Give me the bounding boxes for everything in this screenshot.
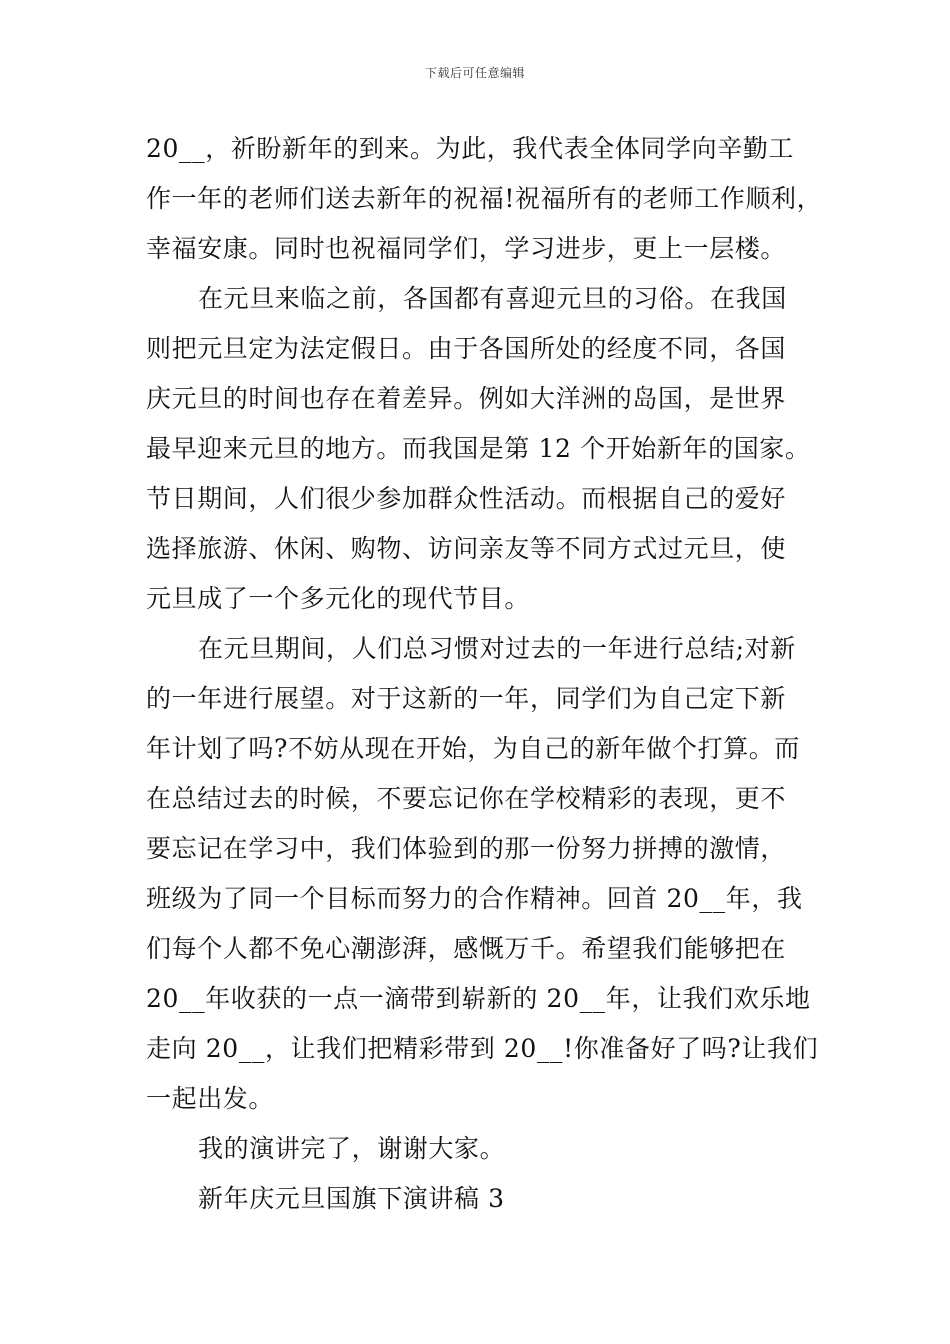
text-line: 们每个人都不免心潮澎湃，感慨万千。希望我们能够把在 [146,934,787,963]
paragraph-3 [146,624,819,1124]
text-line: 庆元旦的时间也存在着差异。例如大洋洲的岛国，是世界 [146,384,787,413]
text-line: 最早迎来元旦的地方。而我国是第 12 个开始新年的国家。 [146,434,811,463]
paragraph-1 [146,124,823,274]
text-line: 20__，祈盼新年的到来。为此，我代表全体同学向辛勤工 [146,134,795,163]
text-line: 选择旅游、休闲、购物、访问亲友等不同方式过元旦，使 [146,534,787,563]
text-line: 的一年进行展望。对于这新的一年，同学们为自己定下新 [146,684,787,713]
text-line: 作一年的老师们送去新年的祝福!祝福所有的老师工作顺利， [146,184,823,213]
section-title [146,1174,816,1224]
document-body [146,124,823,1224]
text-line: 幸福安康。同时也祝福同学们，学习进步，更上一层楼。 [146,234,787,263]
text-line: 我的演讲完了，谢谢大家。 [198,1134,506,1163]
text-line: 在总结过去的时候，不要忘记你在学校精彩的表现，更不 [146,784,787,813]
text-line: 新年庆元旦国旗下演讲稿 3 [198,1184,505,1213]
text-line: 20__年收获的一点一滴带到崭新的 20__年，让我们欢乐地 [146,984,811,1013]
text-line: 则把元旦定为法定假日。由于各国所处的经度不同，各国 [146,334,787,363]
paragraph-4 [146,1124,816,1174]
text-line: 节日期间，人们很少参加群众性活动。而根据自己的爱好 [146,484,787,513]
text-line: 在元旦期间，人们总习惯对过去的一年进行总结;对新 [198,634,796,663]
page-header: 下载后可任意编辑 [424,66,525,80]
paragraph-2 [146,274,816,624]
text-line: 要忘记在学习中，我们体验到的那一份努力拼搏的激情， [146,834,787,863]
text-line: 在元旦来临之前，各国都有喜迎元旦的习俗。在我国 [198,284,787,313]
text-line: 元旦成了一个多元化的现代节目。 [146,584,531,613]
text-line: 年计划了吗?不妨从现在开始，为自己的新年做个打算。而 [146,734,801,763]
text-line: 走向 20__，让我们把精彩带到 20__!你准备好了吗?让我们 [146,1034,819,1063]
text-line: 一起出发。 [146,1084,275,1113]
text-line: 班级为了同一个目标而努力的合作精神。回首 20__年，我 [146,884,803,913]
